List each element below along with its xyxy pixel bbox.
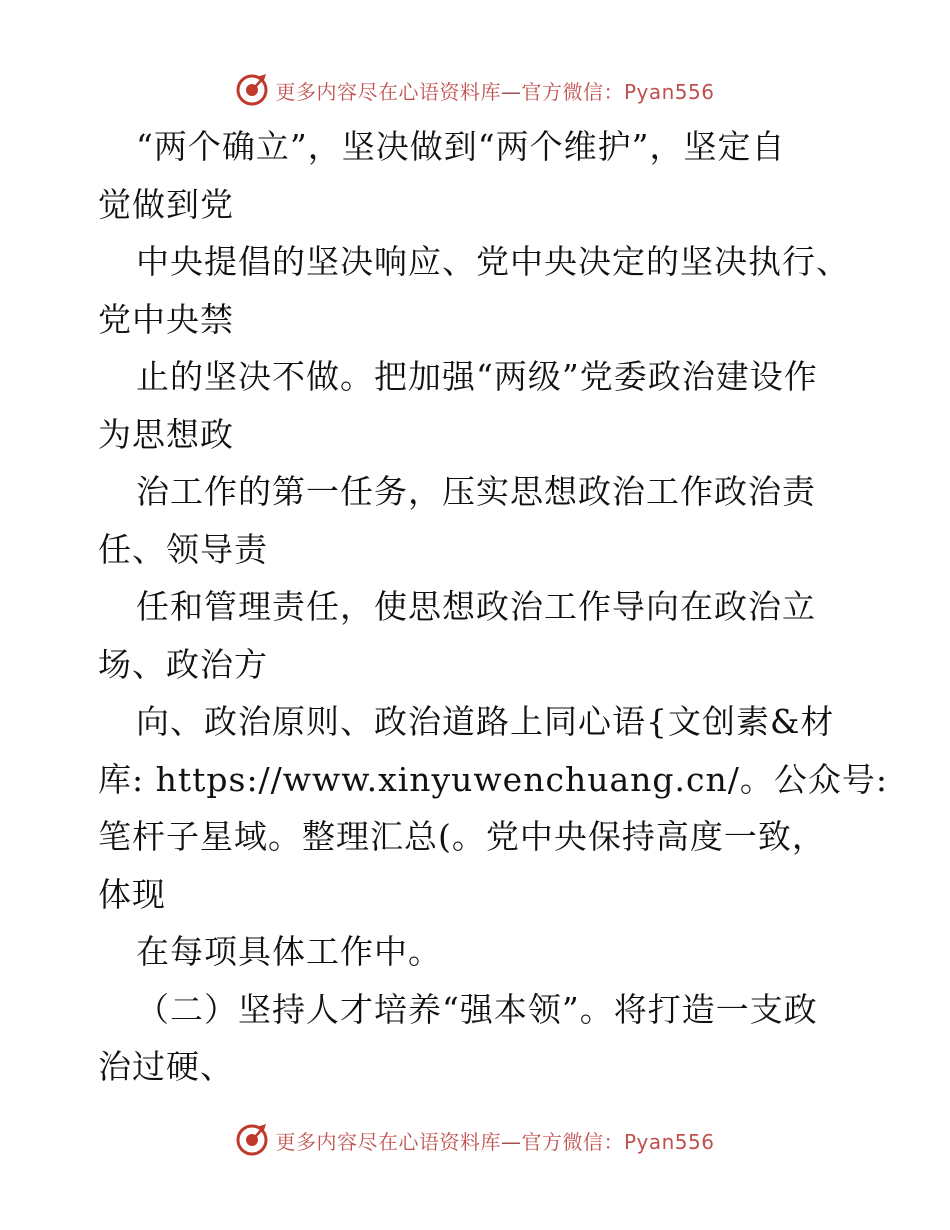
text-line: 觉做到党 bbox=[98, 184, 234, 224]
text-line: 中央提倡的坚决响应、党中央决定的坚决执行、 bbox=[136, 242, 850, 281]
header-text bbox=[275, 76, 714, 105]
footer-site-text: 更多内容尽在心语资料库 bbox=[275, 1129, 501, 1154]
text-line: 治工作的第一任务，压实思想政治工作政治责 bbox=[136, 472, 816, 511]
header-separator: — bbox=[500, 79, 522, 104]
text-line: 笔杆子星域。整理汇总(。党中央保持高度一致， bbox=[98, 817, 826, 856]
footer-separator: — bbox=[500, 1129, 522, 1154]
text-line: 为思想政 bbox=[98, 414, 234, 454]
footer-banner bbox=[0, 1120, 950, 1160]
header-wechat-text: 官方微信：Pyan556 bbox=[521, 79, 715, 104]
text-line: “两个确立”，坚决做到“两个维护”，坚定自 bbox=[136, 127, 786, 166]
header-site-text: 更多内容尽在心语资料库 bbox=[275, 79, 501, 104]
document-body bbox=[98, 118, 888, 1096]
text-line: 在每项具体工作中。 bbox=[136, 932, 442, 971]
text-line: 体现 bbox=[98, 874, 166, 914]
text-line: 场、政治方 bbox=[98, 644, 268, 684]
text-line: 止的坚决不做。把加强“两级”党委政治建设作 bbox=[136, 357, 818, 396]
header-banner bbox=[0, 70, 950, 110]
text-line: 任、领导责 bbox=[98, 529, 268, 569]
header-banner-inner bbox=[235, 73, 714, 107]
pen-logo-icon bbox=[235, 73, 269, 107]
footer-banner-inner bbox=[235, 1123, 714, 1157]
pen-logo-icon bbox=[235, 1123, 269, 1157]
text-line: 向、政治原则、政治道路上同心语{文创素&材 bbox=[136, 702, 835, 741]
text-line: 党中央禁 bbox=[98, 299, 234, 339]
text-line: 库: https://www.xinyuwenchuang.cn/。公众号: bbox=[98, 759, 888, 799]
text-line: （二）坚持人才培养“强本领”。将打造一支政 bbox=[136, 989, 818, 1029]
footer-wechat-text: 官方微信：Pyan556 bbox=[521, 1129, 715, 1154]
footer-text bbox=[275, 1126, 714, 1155]
text-line: 任和管理责任，使思想政治工作导向在政治立 bbox=[136, 587, 816, 626]
text-line: 治过硬、 bbox=[98, 1047, 234, 1086]
